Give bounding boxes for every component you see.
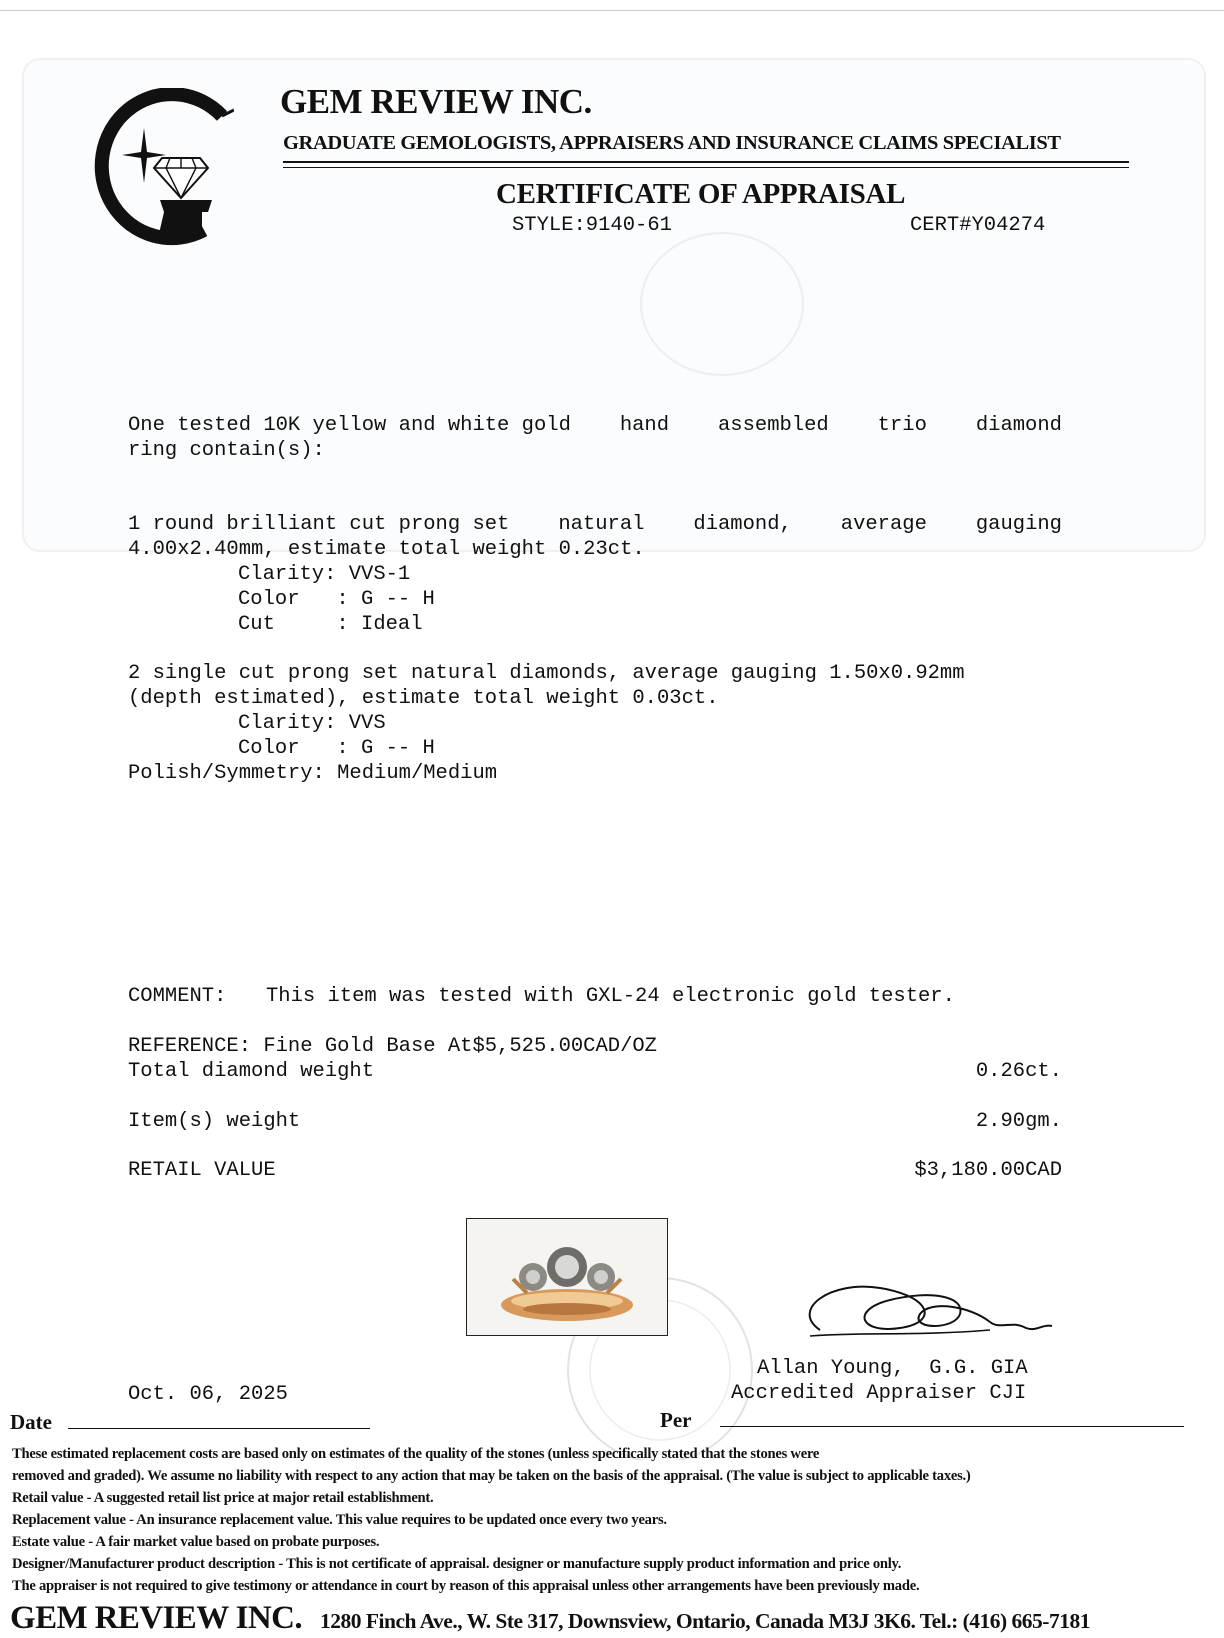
scan-top-edge <box>0 10 1224 11</box>
company-subtitle: GRADUATE GEMOLOGISTS, APPRAISERS AND INSURANCE CLAIMS SPECIALIST <box>283 132 1061 154</box>
comment-text: This item was tested with GXL-24 electronic gold tester. <box>266 985 955 1008</box>
diamond-weight-value: 0.26ct. <box>975 1060 1062 1083</box>
fine-print-line: Retail value - A suggested retail list price at major retail establishment. <box>12 1490 434 1506</box>
appraiser-title: Accredited Appraiser CJI <box>731 1382 1027 1405</box>
fine-print-line: These estimated replacement costs are based only on estimates of the quality of the stones (unless specifically stated that the stones were <box>12 1446 820 1462</box>
retail-value-amount: $3,180.00CAD <box>914 1159 1062 1182</box>
description-word: One tested 10K yellow and white gold <box>128 414 571 437</box>
stone2-color: Color : G -- H <box>238 737 435 760</box>
style-number: STYLE:9140-61 <box>512 214 672 237</box>
diamond-ring-photo <box>467 1219 667 1335</box>
appraisal-date: Oct. 06, 2025 <box>128 1383 288 1406</box>
fine-print-line: The appraiser is not required to give testimony or attendance in court by reason of this appraisal unless other arrangements have been previously made. <box>12 1578 920 1594</box>
description-word: trio <box>877 414 927 437</box>
stone2-clarity: Clarity: VVS <box>238 712 386 735</box>
stone1-line-1 <box>128 513 1062 536</box>
item-weight-value: 2.90gm. <box>975 1110 1062 1133</box>
date-label: Date <box>10 1410 52 1434</box>
footer-address: 1280 Finch Ave., W. Ste 317, Downsview, Ontario, Canada M3J 3K6. Tel.: (416) 665-7181 <box>320 1609 1090 1633</box>
certificate-title: CERTIFICATE OF APPRAISAL <box>496 178 906 210</box>
fine-print-line: Designer/Manufacturer product description - This is not certificate of appraisal. designer or manufacture supply product information and price only. <box>12 1556 902 1572</box>
description-word: diamond <box>975 414 1062 437</box>
date-line <box>68 1428 370 1429</box>
appraiser-name: Allan Young, G.G. GIA <box>757 1357 1028 1380</box>
fine-print-line: removed and graded). We assume no liability with respect to any action that may be taken on the basis of the appraisal. (The value is subject to applicable taxes.) <box>12 1468 971 1484</box>
stone1-line-2: 4.00x2.40mm, estimate total weight 0.23ct. <box>128 538 645 561</box>
stone2-line-1: 2 single cut prong set natural diamonds, average gauging 1.50x0.92mm <box>128 662 965 685</box>
retail-value-label: RETAIL VALUE <box>128 1159 276 1182</box>
stone1-cut: Cut : Ideal <box>238 613 423 636</box>
per-label: Per <box>660 1408 692 1432</box>
description-line-1 <box>128 414 1062 437</box>
fine-print-line: Replacement value - An insurance replacement value. This value requires to be updated once every two years. <box>12 1512 667 1528</box>
cert-number: CERT#Y04274 <box>910 214 1046 237</box>
reference-line: REFERENCE: Fine Gold Base At$5,525.00CAD/OZ <box>128 1035 657 1058</box>
gem-review-logo <box>84 88 234 248</box>
diamond-weight-label: Total diamond weight <box>128 1060 375 1083</box>
background-seal-watermark <box>640 232 804 376</box>
footer-company-name: GEM REVIEW INC. <box>10 1600 303 1636</box>
description-word: hand <box>619 414 670 437</box>
stone1-word: natural <box>558 513 645 536</box>
stone1-word: 1 round brilliant cut prong set <box>128 513 510 536</box>
stone1-color: Color : G -- H <box>238 588 435 611</box>
ring-photo-frame <box>466 1218 668 1336</box>
stone1-word: diamond, <box>693 513 792 536</box>
stone1-word: average <box>840 513 927 536</box>
description-word: assembled <box>718 414 829 437</box>
comment-label: COMMENT: <box>128 985 227 1008</box>
description-line-2: ring contain(s): <box>128 439 325 462</box>
polish-symmetry: Polish/Symmetry: Medium/Medium <box>128 762 498 785</box>
per-line <box>720 1426 1184 1427</box>
header-rule-thin <box>283 167 1129 168</box>
stone1-word: gauging <box>975 513 1062 536</box>
item-weight-label: Item(s) weight <box>128 1110 301 1133</box>
header-rule <box>283 161 1129 163</box>
stone1-clarity: Clarity: VVS-1 <box>238 563 411 586</box>
fine-print-line: Estate value - A fair market value based on probate purposes. <box>12 1534 380 1550</box>
handwritten-signature <box>790 1270 1060 1350</box>
company-name: GEM REVIEW INC. <box>280 82 592 121</box>
stone2-line-2: (depth estimated), estimate total weight 0.03ct. <box>128 687 719 710</box>
